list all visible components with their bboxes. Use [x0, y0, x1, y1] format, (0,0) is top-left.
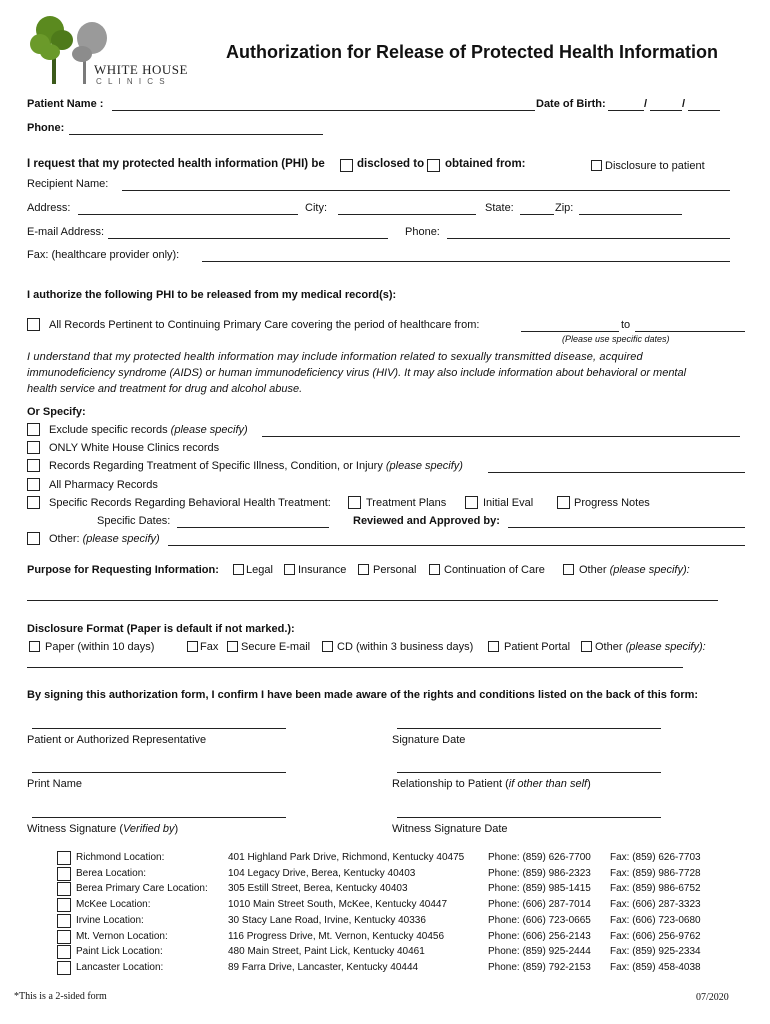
location-phone: Phone: (606) 723-0665 [488, 914, 591, 926]
witness-date-field[interactable] [397, 817, 661, 818]
location-phone: Phone: (859) 925-2444 [488, 946, 591, 958]
witness-italic: Verified by [122, 823, 175, 835]
witness-signature-field[interactable] [32, 817, 286, 818]
exclude-checkbox[interactable] [27, 423, 40, 436]
pharmacy-label: All Pharmacy Records [49, 479, 158, 491]
behavioral-label: Specific Records Regarding Behavioral Health Treatment: [49, 497, 331, 509]
phone-label: Phone: [27, 122, 65, 134]
exclude-field[interactable] [262, 436, 740, 437]
understand-text-2: immunodeficiency syndrome (AIDS) or human immunodeficiency virus (HIV). It may also include information about behavioral or mental [27, 367, 687, 379]
exclude-text: Exclude specific records [49, 424, 171, 436]
period-to-field[interactable] [635, 331, 745, 332]
location-name: Berea Primary Care Location: [76, 883, 208, 895]
state-field[interactable] [520, 214, 554, 215]
relationship-close: ) [587, 778, 591, 790]
footer-note: *This is a 2-sided form [14, 991, 107, 1002]
specific-illness-field[interactable] [488, 472, 745, 473]
format-fax-checkbox[interactable] [187, 641, 198, 652]
format-email-checkbox[interactable] [227, 641, 238, 652]
treatment-plans-label: Treatment Plans [366, 497, 447, 509]
city-label: City: [305, 202, 327, 214]
location-row [0, 881, 770, 896]
other-records-label [49, 533, 160, 545]
specific-illness-text: Records Regarding Treatment of Specific Illness, Condition, or Injury [49, 460, 386, 472]
location-fax: Fax: (859) 986-6752 [610, 883, 701, 895]
email-field[interactable] [108, 238, 388, 239]
pharmacy-checkbox[interactable] [27, 478, 40, 491]
location-checkbox[interactable] [57, 961, 71, 975]
format-fax-label: Fax [200, 641, 219, 653]
location-fax: Fax: (859) 626-7703 [610, 852, 701, 863]
witness-text: Witness Signature ( [27, 823, 123, 835]
request-text: I request that my protected health information (PHI) be [27, 158, 325, 170]
logo-subtitle: C L I N I C S [96, 77, 167, 86]
exclude-please-specify: (please specify) [170, 424, 248, 436]
purpose-continuation-label: Continuation of Care [444, 564, 545, 576]
state-label: State: [485, 202, 514, 214]
format-field[interactable] [27, 667, 683, 668]
progress-notes-checkbox[interactable] [557, 496, 570, 509]
purpose-personal-checkbox[interactable] [358, 564, 369, 575]
recipient-name-field[interactable] [122, 190, 730, 191]
location-address: 305 Estill Street, Berea, Kentucky 40403 [228, 883, 408, 895]
recipient-phone-label: Phone: [405, 226, 440, 238]
treatment-plans-checkbox[interactable] [348, 496, 361, 509]
dob-month-field[interactable] [608, 110, 644, 111]
format-other-label [595, 641, 706, 653]
disclosure-to-patient-checkbox[interactable] [591, 160, 602, 171]
purpose-personal-label: Personal [373, 564, 417, 576]
understand-text-3: health service and treatment for drug and alcohol abuse. [27, 383, 303, 395]
signing-statement: By signing this authorization form, I confirm I have been made aware of the rights and conditions listed on the back of this form: [27, 689, 699, 701]
location-checkbox[interactable] [57, 898, 71, 912]
reviewed-label: Reviewed and Approved by: [353, 515, 500, 527]
location-name: Richmond Location: [76, 852, 165, 863]
to-label: to [621, 319, 631, 331]
location-address: 480 Main Street, Paint Lick, Kentucky 40461 [228, 946, 425, 958]
location-row [0, 897, 770, 912]
location-name: Irvine Location: [76, 914, 144, 926]
purpose-other-checkbox[interactable] [563, 564, 574, 575]
format-cd-label: CD (within 3 business days) [337, 641, 474, 653]
footer-date: 07/2020 [696, 992, 729, 1003]
dob-label: Date of Birth: [536, 98, 606, 110]
location-row [0, 913, 770, 928]
only-whc-checkbox[interactable] [27, 441, 40, 454]
location-row [0, 944, 770, 959]
patient-signature-field[interactable] [32, 728, 286, 729]
location-fax: Fax: (606) 256-9762 [610, 930, 701, 942]
location-row [0, 866, 770, 881]
patient-name-label: Patient Name : [27, 98, 104, 110]
initial-eval-label: Initial Eval [483, 497, 534, 509]
specific-dates-label: Specific Dates: [97, 515, 171, 527]
location-phone: Phone: (606) 256-2143 [488, 930, 591, 942]
relationship-italic: if other than self [508, 778, 588, 790]
relationship-field[interactable] [397, 772, 661, 773]
format-paper-label: Paper (within 10 days) [45, 641, 155, 653]
location-phone: Phone: (859) 985-1415 [488, 883, 591, 895]
patient-name-field[interactable] [112, 110, 535, 111]
location-checkbox[interactable] [57, 914, 71, 928]
email-label: E-mail Address: [27, 226, 105, 238]
location-fax: Fax: (859) 986-7728 [610, 867, 701, 879]
print-name-field[interactable] [32, 772, 286, 773]
form-title: Authorization for Release of Protected Health Information [226, 42, 719, 62]
format-portal-checkbox[interactable] [488, 641, 499, 652]
location-name: Lancaster Location: [76, 961, 164, 973]
fax-label: Fax: (healthcare provider only): [27, 249, 180, 261]
exclude-label [49, 424, 248, 436]
witness-date-label: Witness Signature Date [392, 823, 508, 835]
location-name: McKee Location: [76, 899, 151, 911]
format-portal-label: Patient Portal [504, 641, 571, 653]
location-fax: Fax: (606) 723-0680 [610, 914, 701, 926]
relationship-label [392, 778, 591, 790]
behavioral-checkbox[interactable] [27, 496, 40, 509]
purpose-field[interactable] [27, 600, 718, 601]
use-specific-dates-note: (Please use specific dates) [562, 334, 670, 344]
format-other-spec: (please specify): [625, 641, 706, 653]
location-fax: Fax: (859) 458-4038 [610, 961, 701, 973]
patient-rep-label: Patient or Authorized Representative [27, 734, 207, 746]
disclosed-to-checkbox[interactable] [340, 159, 353, 172]
specific-dates-field[interactable] [177, 527, 329, 528]
other-records-checkbox[interactable] [27, 532, 40, 545]
understand-text-1: I understand that my protected health information may include information related to sexually transmitted disease, acquired [27, 351, 643, 363]
purpose-legal-checkbox[interactable] [233, 564, 244, 575]
purpose-other-label [579, 564, 690, 576]
witness-close: ) [174, 823, 179, 835]
location-phone: Phone: (606) 287-7014 [488, 899, 591, 911]
logo-name: WHITE HOUSE [94, 62, 188, 77]
reviewed-field[interactable] [508, 527, 745, 528]
dob-sep-1: / [644, 98, 648, 110]
dob-day-field[interactable] [650, 110, 682, 111]
location-phone: Phone: (859) 986-2323 [488, 867, 591, 879]
address-field[interactable] [78, 214, 298, 215]
location-address: 89 Farra Drive, Lancaster, Kentucky 40444 [228, 961, 419, 973]
witness-label [27, 823, 178, 835]
authorize-heading: I authorize the following PHI to be released from my medical record(s): [27, 289, 397, 301]
city-field[interactable] [338, 214, 476, 215]
all-records-label: All Records Pertinent to Continuing Primary Care covering the period of healthcare from: [49, 319, 480, 331]
location-name: Mt. Vernon Location: [76, 930, 168, 942]
signature-date-field[interactable] [397, 728, 661, 729]
address-label: Address: [27, 202, 71, 214]
location-checkbox[interactable] [57, 945, 71, 959]
location-checkbox[interactable] [57, 930, 71, 944]
purpose-continuation-checkbox[interactable] [429, 564, 440, 575]
other-records-field[interactable] [168, 545, 745, 546]
zip-field[interactable] [579, 214, 682, 215]
dob-year-field[interactable] [688, 110, 720, 111]
location-row [0, 850, 770, 865]
recipient-name-label: Recipient Name: [27, 178, 109, 190]
recipient-phone-field[interactable] [447, 238, 730, 239]
location-checkbox[interactable] [57, 867, 71, 881]
only-whc-label: ONLY White House Clinics records [49, 442, 220, 454]
purpose-other-text: Other [579, 564, 610, 576]
location-name: Paint Lick Location: [76, 946, 163, 958]
purpose-legal-label: Legal [246, 564, 273, 576]
or-specify-label: Or Specify: [27, 406, 86, 418]
format-cd-checkbox[interactable] [322, 641, 333, 652]
location-row [0, 929, 770, 944]
period-from-field[interactable] [521, 331, 619, 332]
progress-notes-label: Progress Notes [574, 497, 650, 509]
format-other-text: Other [595, 641, 626, 653]
purpose-insurance-label: Insurance [298, 564, 347, 576]
purpose-insurance-checkbox[interactable] [284, 564, 295, 575]
location-address: 116 Progress Drive, Mt. Vernon, Kentucky 40456 [228, 930, 445, 942]
location-fax: Fax: (606) 287-3323 [610, 899, 701, 911]
location-name: Berea Location: [76, 867, 147, 879]
other-records-please-specify: (please specify) [82, 533, 160, 545]
specific-illness-please-specify: (please specify) [385, 460, 463, 472]
location-checkbox[interactable] [57, 851, 71, 865]
print-name-label: Print Name [27, 778, 83, 790]
location-address: 1010 Main Street South, McKee, Kentucky 40447 [228, 899, 448, 911]
relationship-text: Relationship to Patient ( [392, 778, 509, 790]
other-records-text: Other: [49, 533, 83, 545]
location-address: 401 Highland Park Drive, Richmond, Kentucky 40475 [228, 852, 465, 863]
fax-field[interactable] [202, 261, 730, 262]
format-paper-checkbox[interactable] [29, 641, 40, 652]
format-other-checkbox[interactable] [581, 641, 592, 652]
locations-list [0, 850, 770, 980]
location-phone: Phone: (859) 792-2153 [488, 961, 591, 973]
location-address: 104 Legacy Drive, Berea, Kentucky 40403 [228, 867, 416, 879]
zip-label: Zip: [555, 202, 574, 214]
format-label: Disclosure Format (Paper is default if not marked.): [27, 623, 295, 635]
location-row [0, 960, 770, 975]
purpose-other-spec: (please specify): [609, 564, 690, 576]
disclosure-to-patient-label: Disclosure to patient [605, 160, 705, 172]
initial-eval-checkbox[interactable] [465, 496, 478, 509]
dob-sep-2: / [682, 98, 686, 110]
format-email-label: Secure E-mail [241, 641, 311, 653]
specific-illness-label [49, 460, 463, 472]
obtained-from-checkbox[interactable] [427, 159, 440, 172]
specific-illness-checkbox[interactable] [27, 459, 40, 472]
disclosed-to-label: disclosed to [357, 158, 425, 170]
location-address: 30 Stacy Lane Road, Irvine, Kentucky 40336 [228, 914, 426, 926]
obtained-from-label: obtained from: [445, 158, 526, 170]
purpose-label: Purpose for Requesting Information: [27, 564, 219, 576]
location-phone: Phone: (859) 626-7700 [488, 852, 591, 863]
phone-field[interactable] [69, 134, 323, 135]
signature-date-label: Signature Date [392, 734, 466, 746]
all-records-checkbox[interactable] [27, 318, 40, 331]
logo [28, 12, 208, 87]
location-checkbox[interactable] [57, 882, 71, 896]
location-fax: Fax: (859) 925-2334 [610, 946, 701, 958]
